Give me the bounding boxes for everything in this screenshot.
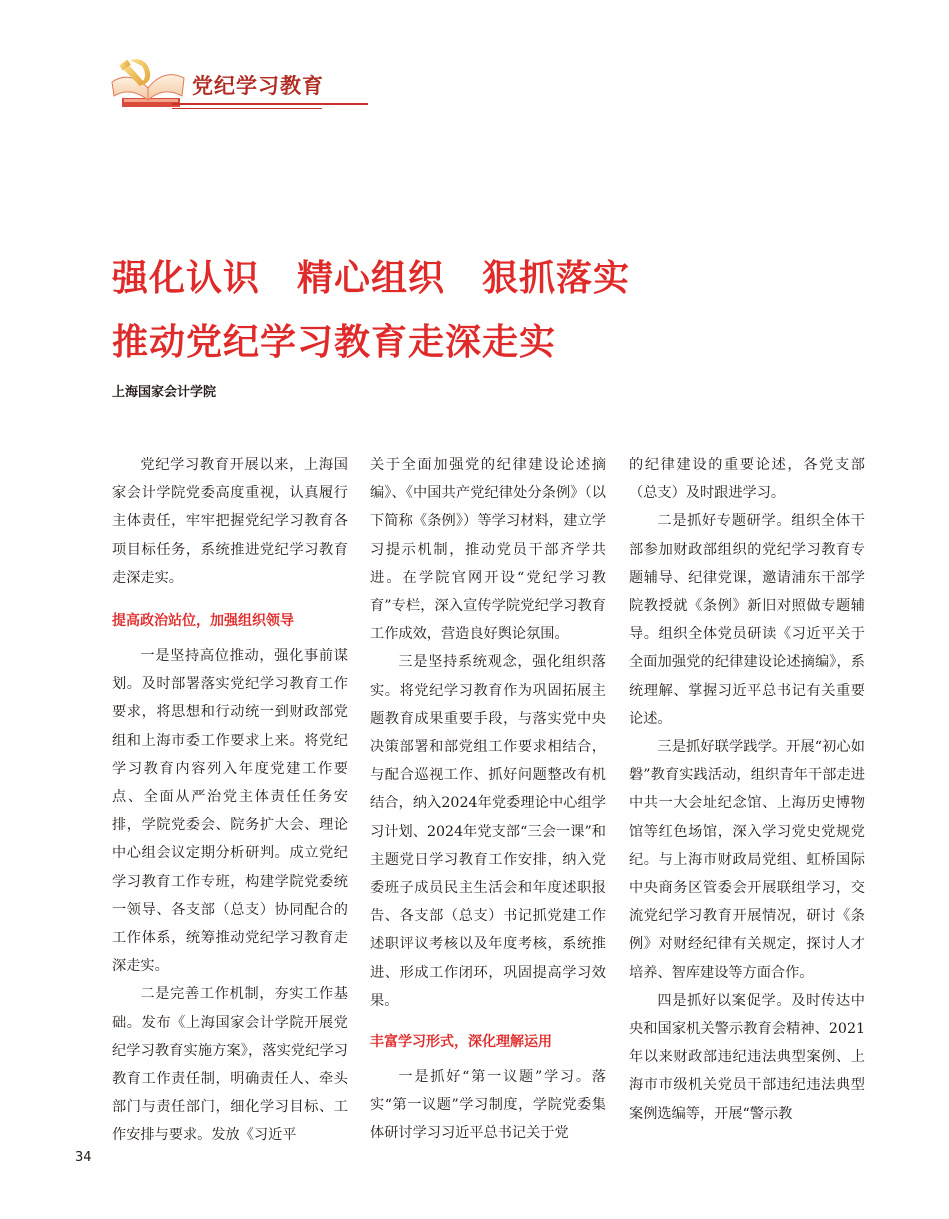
paragraph: 二是完善工作机制，夯实工作基础。发布《上海国家会计学院开展党纪学习教育实施方案》，落实党纪学习教育工作责任制，明确责任人、牵头部门与责任部门，细化学习目标、工作安排与要求。发放《习近平 [112,986,348,1144]
section-heading: 提高政治站位，加强组织领导 [112,613,294,630]
text-column-2 [370,451,606,1148]
header-rule [172,103,368,105]
paragraph: 二是抓好专题研学。组织全体干部参加财政部组织的党纪学习教育专题辅导、纪律党课，邀请浦东干部学院教授就《条例》新旧对照做专题辅导。组织全体党员研读《习近平关于全面加强党的纪律建设论述摘编》，系统理解、掌握习近平总书记有关重要论述。 [629,513,865,727]
section-header [108,52,358,112]
paragraph: 四是抓好以案促学。及时传达中央和国家机关警示教育会精神、2021年以来财政部违纪违法典型案例、上海市市级机关党员干部违纪违法典型案例选编等，开展“警示教 [629,992,865,1122]
page-number: 34 [75,1150,92,1165]
section-heading: 丰富学习形式，深化理解运用 [370,1034,552,1051]
paragraph-continued: 的纪律建设的重要论述，各党支部（总支）及时跟进学习。 [629,457,865,502]
section-label: 党纪学习教育 [192,74,324,98]
party-emblem-book-icon [108,52,188,110]
article-author: 上海国家会计学院 [112,385,217,400]
paragraph: 一是抓好“第一议题”学习。落实“第一议题”学习制度，学院党委集体研讨学习习近平总书记关于党 [370,1069,606,1142]
article-title-line-1: 强化认识 精心组织 狠抓落实 [112,258,631,299]
text-column-1 [112,451,348,1150]
paragraph-continued: 关于全面加强党的纪律建设论述摘编》、《中国共产党纪律处分条例》（以下简称《条例》）等学习材料，建立学习提示机制，推动党员干部齐学共进。在学院官网开设“党纪学习教育”专栏，深入宣传学院党纪学习教育工作成效，营造良好舆论氛围。 [370,457,606,643]
header-rule-thin [172,108,322,109]
paragraph: 三是抓好联学践学。开展“初心如磐”教育实践活动，组织青年干部走进中共一大会址纪念馆、上海历史博物馆等红色场馆，深入学习党史党规党纪。与上海市财政局党组、虹桥国际中央商务区管委会开展联组学习，交流党纪学习教育开展情况，研讨《条例》对财经纪律有关规定，探讨人才培养、智库建设等方面合作。 [629,739,865,981]
text-column-3 [629,451,865,1128]
paragraph: 一是坚持高位推动，强化事前谋划。及时部署落实党纪学习教育工作要求，将思想和行动统一到财政部党组和上海市委工作要求上来。将党纪学习教育内容列入年度党建工作要点、全面从严治党主体责任任务安排，学院党委会、院务扩大会、理论中心组会议定期分析研判。成立党纪学习教育工作专班，构建学院党委统一领导、各支部（总支）协同配合的工作体系，统筹推动党纪学习教育走深走实。 [112,648,348,975]
intro-paragraph: 党纪学习教育开展以来，上海国家会计学院党委高度重视，认真履行主体责任，牢牢把握党纪学习教育各项目标任务，系统推进党纪学习教育走深走实。 [112,457,348,586]
paragraph: 三是坚持系统观念，强化组织落实。将党纪学习教育作为巩固拓展主题教育成果重要手段，与落实党中央决策部署和部党组工作要求相结合，与配合巡视工作、抓好问题整改有机结合，纳入2024年党委理论中心组学习计划、2024年党支部“三会一课”和主题党日学习教育工作安排，纳入党委班子成员民主生活会和年度述职报告、各支部（总支）书记抓党建工作述职评议考核以及年度考核，系统推进、形成工作闭环，巩固提高学习效果。 [370,654,606,1009]
article-title-line-2: 推动党纪学习教育走深走实 [112,322,557,363]
